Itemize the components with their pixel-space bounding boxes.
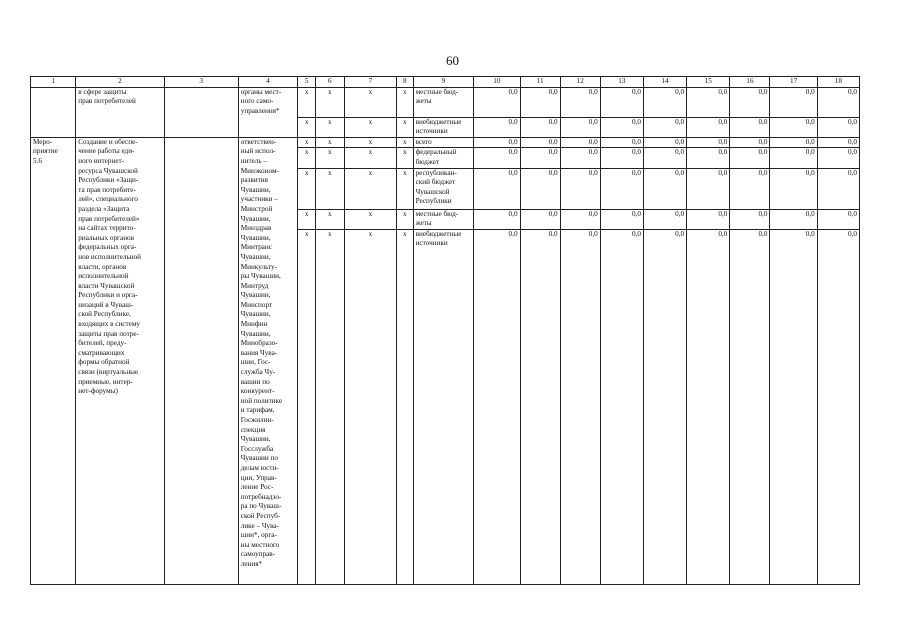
mark-cell: х: [298, 117, 315, 137]
source-cell: республикан- ский бюджет Чувашской Республики: [413, 168, 474, 209]
value-cell: 0,0: [687, 137, 730, 148]
mark-cell: х: [298, 87, 315, 117]
mark-cell: х: [298, 229, 315, 584]
header-cell: 15: [687, 77, 730, 88]
program-table: [30, 76, 860, 585]
value-cell: 0,0: [600, 148, 643, 168]
header-row: [31, 77, 860, 88]
value-cell: 0,0: [770, 87, 817, 117]
value-cell: 0,0: [600, 117, 643, 137]
value-cell: 0,0: [770, 117, 817, 137]
value-cell: 0,0: [600, 209, 643, 229]
header-cell: 12: [560, 77, 600, 88]
table-body: [31, 77, 860, 585]
header-cell: 1: [31, 77, 76, 88]
event-description-cell: Создание и обеспе- чение работы еди- ного интернет- ресурса Чувашской Республики «Защи- та прав потребите- лей», специального раздела «Защита прав потребителей» на сайтах террито- риальных органов федеральных орга- нов исполнительной власти, органов исполнительной власти Чувашской Республики и орга- низаций в Чуваш- ской Республике, входящих в систему защиты прав потре- бителей, преду- сматривающих формы обратной связи (виртуальные приемные, интер- нет-форумы): [76, 137, 164, 584]
header-cell: 9: [413, 77, 474, 88]
value-cell: 0,0: [687, 209, 730, 229]
event-number-cell: Меро- приятие 5.6: [31, 137, 76, 584]
cont-executor-cell: органы мест- ного само- управления*: [238, 87, 298, 137]
value-cell: 0,0: [600, 168, 643, 209]
mark-cell: х: [397, 209, 413, 229]
mark-cell: х: [315, 168, 344, 209]
mark-cell: х: [344, 137, 396, 148]
cont-col3-cell: [164, 87, 238, 137]
mark-cell: х: [298, 137, 315, 148]
value-cell: 0,0: [600, 137, 643, 148]
mark-cell: х: [344, 117, 396, 137]
value-cell: 0,0: [730, 209, 770, 229]
value-cell: 0,0: [643, 209, 686, 229]
value-cell: 0,0: [643, 168, 686, 209]
header-cell: 10: [474, 77, 520, 88]
mark-cell: х: [315, 117, 344, 137]
source-cell: всего: [413, 137, 474, 148]
value-cell: 0,0: [817, 117, 859, 137]
mark-cell: х: [315, 137, 344, 148]
value-cell: 0,0: [520, 229, 560, 584]
event-col3-cell: [164, 137, 238, 584]
value-cell: 0,0: [817, 137, 859, 148]
source-cell: внебюджетные источники: [413, 229, 474, 584]
value-cell: 0,0: [474, 137, 520, 148]
header-cell: 8: [397, 77, 413, 88]
mark-cell: х: [344, 229, 396, 584]
value-cell: 0,0: [687, 168, 730, 209]
source-cell: федеральный бюджет: [413, 148, 474, 168]
value-cell: 0,0: [474, 168, 520, 209]
value-cell: 0,0: [474, 229, 520, 584]
value-cell: 0,0: [520, 137, 560, 148]
value-cell: 0,0: [520, 209, 560, 229]
cont-col1-cell: [31, 87, 76, 137]
value-cell: 0,0: [687, 117, 730, 137]
value-cell: 0,0: [770, 168, 817, 209]
mark-cell: х: [344, 209, 396, 229]
source-cell: внебюджетные источники: [413, 117, 474, 137]
mark-cell: х: [344, 87, 396, 117]
source-cell: местные бюд- жеты: [413, 209, 474, 229]
value-cell: 0,0: [730, 168, 770, 209]
mark-cell: х: [315, 209, 344, 229]
value-cell: 0,0: [643, 137, 686, 148]
value-cell: 0,0: [474, 117, 520, 137]
value-cell: 0,0: [687, 87, 730, 117]
mark-cell: х: [298, 148, 315, 168]
mark-cell: х: [397, 137, 413, 148]
value-cell: 0,0: [730, 137, 770, 148]
value-cell: 0,0: [560, 137, 600, 148]
value-cell: 0,0: [600, 87, 643, 117]
table-row: [31, 87, 860, 117]
mark-cell: х: [397, 117, 413, 137]
mark-cell: х: [397, 87, 413, 117]
mark-cell: х: [315, 87, 344, 117]
header-cell: 13: [600, 77, 643, 88]
header-cell: 14: [643, 77, 686, 88]
value-cell: 0,0: [560, 87, 600, 117]
value-cell: 0,0: [770, 209, 817, 229]
header-cell: 11: [520, 77, 560, 88]
header-cell: 17: [770, 77, 817, 88]
header-cell: 2: [76, 77, 164, 88]
value-cell: 0,0: [643, 229, 686, 584]
value-cell: 0,0: [730, 148, 770, 168]
mark-cell: х: [397, 229, 413, 584]
value-cell: 0,0: [817, 148, 859, 168]
source-cell: местные бюд- жеты: [413, 87, 474, 117]
cont-description-cell: в сфере защиты прав потребителей: [76, 87, 164, 137]
value-cell: 0,0: [770, 148, 817, 168]
mark-cell: х: [397, 148, 413, 168]
header-cell: 18: [817, 77, 859, 88]
header-cell: 4: [238, 77, 298, 88]
value-cell: 0,0: [520, 148, 560, 168]
mark-cell: х: [397, 168, 413, 209]
header-cell: 5: [298, 77, 315, 88]
value-cell: 0,0: [560, 168, 600, 209]
value-cell: 0,0: [520, 117, 560, 137]
value-cell: 0,0: [474, 87, 520, 117]
value-cell: 0,0: [687, 148, 730, 168]
mark-cell: х: [298, 209, 315, 229]
mark-cell: х: [344, 148, 396, 168]
value-cell: 0,0: [817, 87, 859, 117]
value-cell: 0,0: [520, 168, 560, 209]
mark-cell: х: [344, 168, 396, 209]
value-cell: 0,0: [730, 117, 770, 137]
table-row: [31, 137, 860, 148]
value-cell: 0,0: [730, 229, 770, 584]
value-cell: 0,0: [560, 117, 600, 137]
value-cell: 0,0: [770, 229, 817, 584]
value-cell: 0,0: [643, 117, 686, 137]
value-cell: 0,0: [560, 229, 600, 584]
value-cell: 0,0: [560, 148, 600, 168]
value-cell: 0,0: [770, 137, 817, 148]
mark-cell: х: [315, 229, 344, 584]
event-executor-cell: ответствен- ный испол- нитель – Минэконом- развития Чувашии, участники – Минстрой Чувашии, Минздрав Чувашии, Минтранс Чувашии, Минкульту- ры Чувашии, Минтруд Чувашии, Минспорт Чувашии, Минфин Чувашии, Минобразо- вания Чува- шии, Гос- служба Чу- вашии по конкурент- ной политике и тарифам, Госжилин- спекция Чувашии, Госслужба Чувашии по делам юсти- ции, Управ- ление Рос- потребнадзо- ра по Чуваш- ской Респуб- лике – Чува- шии*, орга- ны местного самоуправ- ления*: [238, 137, 298, 584]
mark-cell: х: [298, 168, 315, 209]
value-cell: 0,0: [817, 168, 859, 209]
value-cell: 0,0: [817, 209, 859, 229]
value-cell: 0,0: [474, 148, 520, 168]
header-cell: 3: [164, 77, 238, 88]
value-cell: 0,0: [687, 229, 730, 584]
page-number: 60: [446, 53, 459, 68]
value-cell: 0,0: [817, 229, 859, 584]
value-cell: 0,0: [474, 209, 520, 229]
value-cell: 0,0: [560, 209, 600, 229]
value-cell: 0,0: [643, 87, 686, 117]
value-cell: 0,0: [730, 87, 770, 117]
mark-cell: х: [315, 148, 344, 168]
value-cell: 0,0: [643, 148, 686, 168]
value-cell: 0,0: [600, 229, 643, 584]
header-cell: 7: [344, 77, 396, 88]
header-cell: 16: [730, 77, 770, 88]
value-cell: 0,0: [520, 87, 560, 117]
header-cell: 6: [315, 77, 344, 88]
